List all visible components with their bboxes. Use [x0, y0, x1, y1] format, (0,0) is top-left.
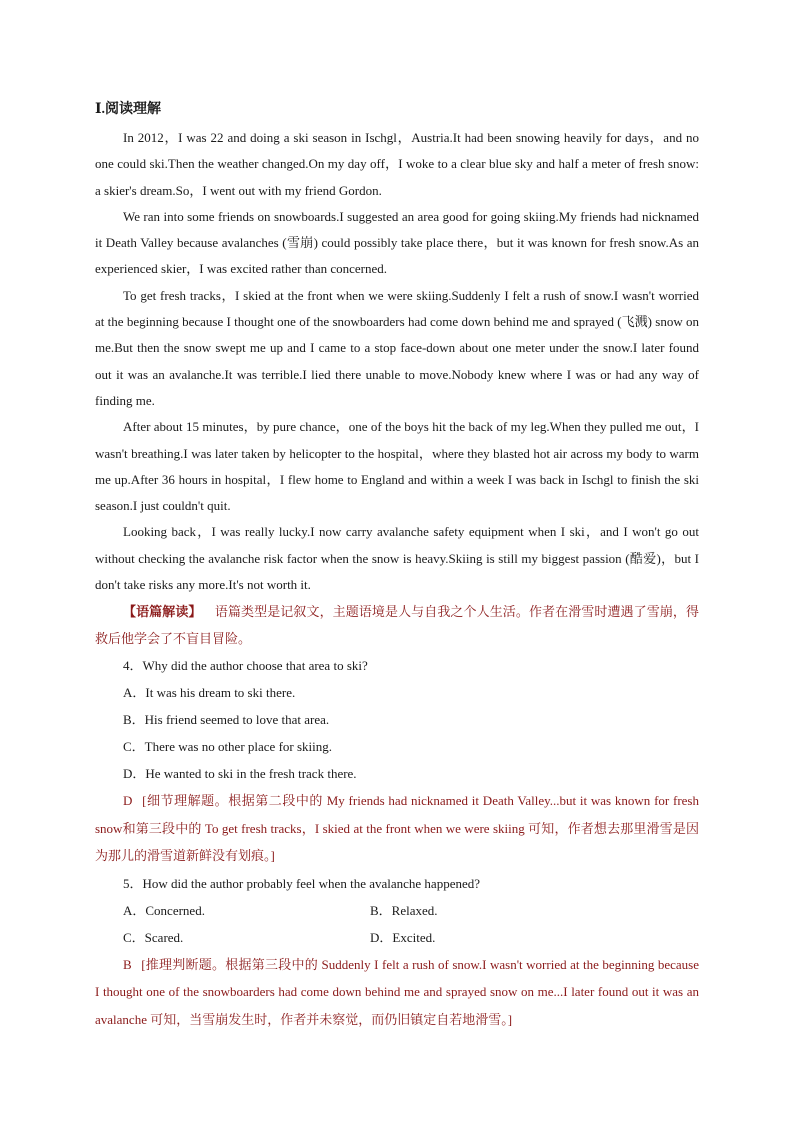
question-5-answer [95, 951, 699, 1034]
question-4-option-c: C．There was no other place for skiing. [123, 739, 333, 755]
question-4-option-b: B．His friend seemed to love that area. [123, 712, 330, 728]
passage-paragraph-2: We ran into some friends on snowboards.I suggested an area good for going skiing.My friends had nicknamed it Death Valley because avalanches (雪崩) could possibly take place there，but it was known for fresh snow.As an experienced skier，I was excited rather than concerned. [95, 208, 699, 277]
question-5-answer-letter: B [123, 956, 132, 972]
question-5-option-a: A．Concerned. [123, 902, 205, 918]
content-area [95, 101, 699, 1033]
discourse-analysis [95, 598, 699, 652]
question-4-option-a: A．It was his dream to ski there. [123, 685, 296, 701]
question-4-answer [95, 787, 699, 870]
question-5-stem: 5．How did the author probably feel when the avalanche happened? [123, 875, 481, 891]
question-5-explanation: [推理判断题。根据第三段中的 Suddenly I felt a rush of snow.I wasn't worried at the beginning because I thought one of the snowboarders had come down behind me and sprayed snow on me...I later found out it was an avalanche 可知，当雪崩发生时，作者并未察觉，而仍旧镇定自若地滑雪。] [95, 956, 700, 1027]
passage-paragraph-5: Looking back，I was really lucky.I now carry avalanche safety equipment when I ski，and I won't go out without checking the avalanche risk factor when the snow is heavy.Skiing is still my biggest passion (酷爱)，but I don't take risks any more.It's not worth it. [95, 524, 699, 593]
passage-paragraph-1: In 2012，I was 22 and doing a ski season in Ischgl，Austria.It had been snowing heavily for days，and no one could ski.Then the weather changed.On my day off，I woke to a clear blue sky and half a meter of fresh snow: a skier's dream.So，I went out with my friend Gordon. [95, 130, 699, 198]
question-5-options-row-2 [95, 924, 699, 951]
question-4-answer-letter: D [123, 793, 133, 809]
section-title: Ⅰ.阅读理解 [95, 102, 162, 117]
question-4-stem: 4．Why did the author choose that area to ski? [123, 658, 368, 674]
question-4-option-d: D．He wanted to ski in the fresh track there. [123, 766, 357, 782]
analysis-text: 语篇类型是记叙文，主题语境是人与自我之个人生活。作者在滑雪时遭遇了雪崩，得救后他学会了不盲目冒险。 [95, 604, 699, 647]
passage-paragraph-3: To get fresh tracks，I skied at the front when we were skiing.Suddenly I felt a rush of snow.I wasn't worried at the beginning because I thought one of the snowboarders had come down behind me and sprayed (飞溅) snow on me.But then the snow swept me up and I came to a stop face-down about one meter under the snow.I later found out it was an avalanche.It was terrible.I lied there unable to move.Nobody knew where I was or had any way of finding me. [95, 287, 699, 408]
passage-paragraph-4: After about 15 minutes，by pure chance，one of the boys hit the back of my leg.When they pulled me out，I wasn't breathing.I was later taken by helicopter to the hospital，where they blasted hot air across my body to warm me up.After 36 hours in hospital，I flew home to England and within a week I was back in Ischgl to finish the ski season.I just couldn't quit. [95, 419, 699, 514]
question-5-option-c: C．Scared. [123, 929, 184, 945]
question-5-option-b: B．Relaxed. [370, 902, 438, 918]
analysis-tag: 【语篇解读】 [123, 604, 202, 620]
question-5-options-row-1 [95, 897, 699, 924]
question-5-option-d: D．Excited. [370, 929, 436, 945]
question-4-explanation: [细节理解题。根据第二段中的 My friends had nicknamed it Death Valley...but it was known for fresh snow和第三段中的 To get fresh tracks，I skied at the front when we were skiing 可知，作者想去那里滑雪是因为那儿的滑雪道新鲜没有划痕。] [95, 793, 699, 864]
